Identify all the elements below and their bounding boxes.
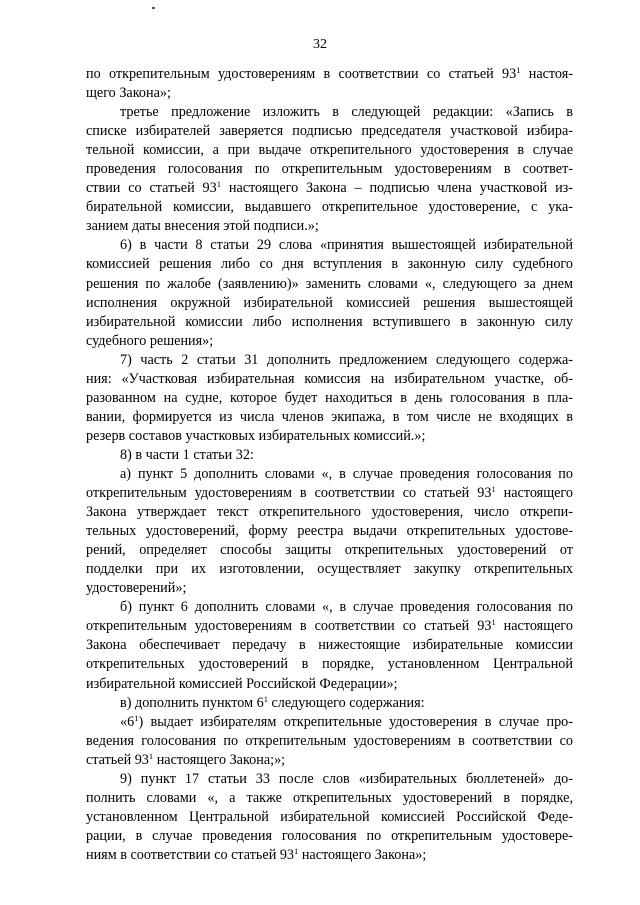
text-line — [86, 446, 573, 465]
superscript: 1 — [491, 484, 496, 495]
text-line — [86, 560, 573, 579]
text-line — [86, 427, 573, 446]
text-segment: 8) в части 1 статьи 32: — [120, 446, 254, 463]
document-body — [86, 65, 573, 865]
text-segment: вании, формируется из числа членов экипажа, в том числе не входящих в — [86, 408, 573, 425]
text-segment: а) пункт 5 дополнить словами «, в случае проведения голосования по — [120, 465, 573, 482]
text-segment: открепительным удостоверениям в соответствии со статьей 93 — [86, 485, 492, 502]
text-line — [86, 598, 573, 617]
text-segment: открепительных удостоверений в порядке, установленном Центральной — [86, 656, 573, 673]
text-line — [86, 332, 573, 351]
text-line — [86, 503, 573, 522]
text-segment: настоящего — [495, 485, 573, 502]
text-line — [86, 465, 573, 484]
text-line — [86, 294, 573, 313]
text-line — [86, 770, 573, 789]
text-line — [86, 217, 573, 236]
text-line — [86, 541, 573, 560]
text-segment: 9) пункт 17 статьи 33 после слов «избирательных бюллетеней» до- — [120, 770, 573, 787]
text-line — [86, 160, 573, 179]
text-segment: исполнения окружной избирательной комиссией решения вышестоящей — [86, 294, 573, 311]
page-number: 32 — [313, 37, 327, 52]
text-segment: резерв составов участковых избирательных комиссий.»; — [86, 427, 426, 444]
text-line — [86, 636, 573, 655]
text-line — [86, 522, 573, 541]
superscript: 1 — [134, 712, 139, 723]
text-line — [86, 65, 573, 84]
text-segment: избирательной комиссией Российской Федерации»; — [86, 675, 398, 692]
superscript: 1 — [491, 617, 496, 628]
text-segment: полнить словами «, а также открепительных удостоверений в порядке, — [86, 789, 573, 806]
text-line — [86, 351, 573, 370]
text-segment: тельной комиссии, а при выдаче открепительного удостоверения в случае — [86, 142, 573, 159]
text-line — [86, 675, 573, 694]
text-line — [86, 713, 573, 732]
text-segment: разованном на судне, которое будет находиться в день голосования в пла- — [86, 389, 573, 406]
text-segment: бирательной комиссии, выдавшего открепительное удостоверение, с ука- — [86, 199, 573, 216]
text-line — [86, 313, 573, 332]
text-segment: 7) часть 2 статьи 31 дополнить предложением следующего содержа- — [120, 351, 573, 368]
text-segment: б) пункт 6 дополнить словами «, в случае проведения голосования по — [120, 599, 573, 616]
text-segment: настоящего Закона – подписью члена участковой из- — [220, 180, 573, 197]
text-segment: настоя- — [520, 66, 573, 82]
text-line — [86, 579, 573, 598]
text-segment: настоящего Закона»; — [298, 846, 427, 863]
text-segment: Закона утверждает текст открепительного удостоверения, число открепи- — [86, 504, 573, 521]
text-segment: ствии со статьей 93 — [86, 180, 217, 197]
text-segment: настоящего — [495, 618, 573, 635]
text-line — [86, 732, 573, 751]
text-segment: 6) в части 8 статьи 29 слова «принятия вышестоящей избирательной — [120, 237, 573, 254]
text-line — [86, 789, 573, 808]
text-segment: открепительным удостоверениям в соответствии со статьей 93 — [86, 618, 492, 635]
text-segment: комиссией решения либо со дня вступления в законную силу судебного — [86, 256, 573, 273]
text-segment: удостоверений»; — [86, 580, 187, 597]
text-line — [86, 751, 573, 770]
text-segment: «6 — [120, 713, 135, 730]
text-line — [86, 198, 573, 217]
superscript: 1 — [148, 750, 154, 761]
text-segment: следующего содержания: — [267, 694, 425, 711]
text-line — [86, 846, 573, 865]
text-line — [86, 275, 573, 294]
text-line — [86, 827, 573, 846]
text-line — [86, 236, 573, 255]
text-segment: статьей 93 — [86, 751, 149, 768]
text-line — [86, 141, 573, 160]
superscript: 1 — [294, 845, 299, 856]
text-segment: третье предложение изложить в следующей редакции: «Запись в — [120, 104, 573, 121]
text-segment: настоящего Закона;»; — [153, 751, 286, 768]
text-segment: проведения голосования по открепительным удостоверениям в соответ- — [86, 161, 573, 178]
text-line — [86, 408, 573, 427]
text-line — [86, 84, 573, 103]
text-segment: рений, определяет способы защиты открепительных удостоверений от — [86, 542, 573, 559]
text-segment: тельных удостоверений, форму реестра выдачи открепительных удостове- — [86, 523, 573, 540]
text-segment: судебного решения»; — [86, 332, 214, 349]
text-segment: подделки при их изготовлении, осуществляет закупку открепительных — [86, 561, 573, 578]
text-segment: в) дополнить пунктом 6 — [120, 694, 264, 711]
text-line — [86, 484, 573, 503]
text-segment: ниям в соответствии со статьей 93 — [86, 846, 295, 863]
text-line — [86, 179, 573, 198]
superscript: 1 — [263, 693, 268, 704]
superscript: 1 — [216, 179, 221, 190]
superscript: 1 — [516, 65, 521, 75]
text-segment: решения по жалобе (заявлению)» заменить словами «, следующего за днем — [86, 275, 573, 292]
text-segment: по открепительным удостоверениям в соответствии со статьей 93 — [86, 66, 517, 82]
text-line — [86, 655, 573, 674]
text-line — [86, 617, 573, 636]
text-line — [86, 103, 573, 122]
text-segment: занием даты внесения этой подписи.»; — [86, 218, 319, 235]
text-segment: ) выдает избирателям открепительные удостоверения в случае про- — [138, 713, 573, 730]
text-segment: ния: «Участковая избирательная комиссия на избирательном участке, об- — [86, 370, 573, 387]
text-line — [86, 255, 573, 274]
text-segment: ведения голосования по открепительным удостоверениям в соответствии со — [86, 732, 573, 749]
text-segment: щего Закона»; — [86, 85, 171, 102]
text-line — [86, 389, 573, 408]
text-segment: списке избирателей заверяется подписью председателя участковой избира- — [86, 123, 573, 140]
text-segment: установленном Центральной избирательной комиссией Российской Феде- — [86, 808, 573, 825]
text-line — [86, 694, 573, 713]
scan-speck — [152, 7, 155, 9]
text-line — [86, 808, 573, 827]
text-line — [86, 370, 573, 389]
text-segment: рации, в случае проведения голосования по открепительным удостовере- — [86, 827, 573, 844]
text-line — [86, 122, 573, 141]
text-segment: Закона обеспечивает передачу в нижестоящие избирательные комиссии — [86, 637, 573, 654]
text-segment: избирательной комиссии либо исполнения вступившего в законную силу — [86, 313, 573, 330]
